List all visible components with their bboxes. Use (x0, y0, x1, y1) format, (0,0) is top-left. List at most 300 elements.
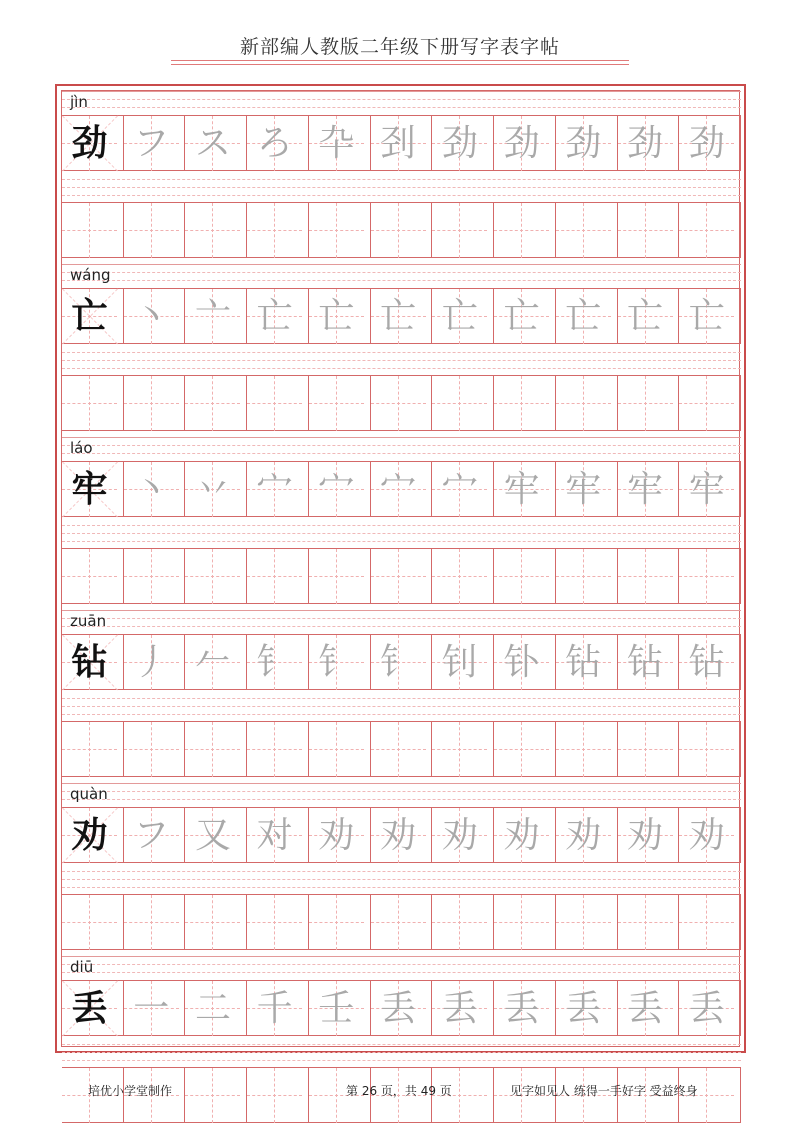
page-title: 新部编人教版二年级下册写字表字帖 (239, 36, 560, 58)
tianzige-cell[interactable] (371, 202, 433, 258)
cell-guide-line (494, 576, 549, 577)
tianzige-cell[interactable] (247, 721, 309, 777)
blank-practice-row (62, 1067, 741, 1132)
stroke-step-character: 劲 (503, 122, 540, 164)
tianzige-cell[interactable] (62, 115, 124, 171)
spacer-guide-row (62, 171, 741, 195)
pinyin-guide-line (62, 618, 741, 619)
tianzige-cell[interactable] (185, 115, 247, 171)
title-rule-bottom (171, 64, 629, 65)
tianzige-cell[interactable] (309, 288, 371, 344)
footer-maker: 培优小学堂制作 (88, 1084, 173, 1098)
cell-guide-line (62, 576, 117, 577)
tianzige-cell[interactable] (432, 288, 494, 344)
tianzige-cell[interactable] (124, 721, 186, 777)
spacer-guide-row (62, 863, 741, 887)
pinyin-guide-line (62, 107, 741, 108)
pinyin-guide-line (62, 264, 741, 265)
tianzige-cell[interactable] (494, 980, 556, 1036)
stroke-step-character: 牢 (688, 468, 725, 510)
pinyin-label: diū (70, 958, 94, 976)
tianzige-cell[interactable] (494, 548, 556, 604)
cell-guide-line (62, 922, 117, 923)
cell-guide-line (556, 922, 611, 923)
tianzige-cell[interactable] (309, 548, 371, 604)
spacer-guide-line (62, 179, 741, 180)
stroke-step-character: 钅 (256, 641, 293, 683)
tianzige-cell[interactable] (432, 721, 494, 777)
tianzige-cell[interactable] (679, 980, 741, 1036)
cell-guide-line (679, 403, 734, 404)
stroke-step-character: 丢 (380, 987, 417, 1029)
stroke-step-character: 钅 (318, 641, 355, 683)
spacer-guide-line (62, 706, 741, 707)
tianzige-cell[interactable] (679, 894, 741, 950)
tianzige-cell[interactable] (371, 461, 433, 517)
tianzige-cell[interactable] (679, 375, 741, 431)
model-character: 丢 (71, 987, 108, 1029)
stroke-step-character: 钻 (688, 641, 725, 683)
tianzige-cell[interactable] (618, 375, 680, 431)
tianzige-cell[interactable] (185, 548, 247, 604)
spacer-guide-line (62, 887, 741, 888)
tianzige-cell[interactable] (62, 634, 124, 690)
tianzige-cell[interactable] (556, 461, 618, 517)
tianzige-cell[interactable] (309, 375, 371, 431)
stroke-step-character: フ (133, 122, 170, 164)
tianzige-cell[interactable] (371, 288, 433, 344)
spacer-guide-line (62, 879, 741, 880)
tianzige-cell[interactable] (432, 894, 494, 950)
stroke-step-character: 宀 (256, 468, 293, 510)
cell-guide-line (494, 922, 549, 923)
spacer-guide-line (62, 187, 741, 188)
footer-motto: 见字如见人 练得一手好字 受益终身 (510, 1084, 698, 1098)
tianzige-cell[interactable] (124, 288, 186, 344)
tianzige-cell[interactable] (432, 807, 494, 863)
spacer-guide-line (62, 195, 741, 196)
stroke-step-character: 𠂉 (194, 641, 231, 683)
practice-sheet (55, 84, 746, 1053)
tianzige-cell[interactable] (432, 548, 494, 604)
tianzige-cell[interactable] (494, 634, 556, 690)
pinyin-guide-line (62, 783, 741, 784)
stroke-step-character: 一 (133, 987, 170, 1029)
tianzige-cell[interactable] (556, 548, 618, 604)
tianzige-cell[interactable] (371, 115, 433, 171)
cell-guide-line (371, 922, 426, 923)
pinyin-guide-line (62, 799, 741, 800)
tianzige-cell[interactable] (185, 202, 247, 258)
tianzige-cell[interactable] (679, 202, 741, 258)
pinyin-row (62, 956, 741, 980)
pinyin-label: wáng (70, 266, 111, 284)
stroke-step-character: 对 (256, 814, 293, 856)
spacer-guide-line (62, 871, 741, 872)
spacer-guide-line (62, 352, 741, 353)
spacer-guide-line (62, 541, 741, 542)
cell-guide-line (124, 922, 179, 923)
pinyin-guide-line (62, 626, 741, 627)
cell-guide-line (62, 403, 117, 404)
pinyin-guide-line (62, 437, 741, 438)
tianzige-cell[interactable] (247, 807, 309, 863)
stroke-step-character: 丢 (688, 987, 725, 1029)
stroke-step-character: 亡 (627, 295, 664, 337)
tianzige-cell[interactable] (124, 807, 186, 863)
stroke-step-character: 卆 (318, 122, 355, 164)
stroke-step-character: 宀 (380, 468, 417, 510)
tianzige-cell[interactable] (556, 894, 618, 950)
tianzige-cell[interactable] (185, 1067, 247, 1123)
tianzige-cell[interactable] (618, 894, 680, 950)
pinyin-guide-line (62, 99, 741, 100)
cell-guide-line (618, 230, 673, 231)
tianzige-cell[interactable] (494, 288, 556, 344)
stroke-step-character: 劝 (441, 814, 478, 856)
stroke-step-character: ろ (256, 122, 293, 164)
cell-guide-line (494, 403, 549, 404)
tianzige-cell[interactable] (494, 375, 556, 431)
cell-guide-line (185, 230, 240, 231)
stroke-step-character: 劝 (380, 814, 417, 856)
cell-guide-line (371, 749, 426, 750)
tianzige-cell[interactable] (432, 980, 494, 1036)
pinyin-guide-line (62, 791, 741, 792)
cell-guide-line (185, 1095, 240, 1096)
cell-guide-line (371, 230, 426, 231)
cell-guide-line (62, 230, 117, 231)
tianzige-cell[interactable] (309, 115, 371, 171)
cell-guide-line (432, 576, 487, 577)
pinyin-guide-line (62, 964, 741, 965)
tianzige-cell[interactable] (371, 980, 433, 1036)
tianzige-cell[interactable] (618, 634, 680, 690)
tianzige-cell[interactable] (309, 461, 371, 517)
tianzige-cell[interactable] (62, 980, 124, 1036)
practice-grid (61, 90, 740, 1047)
tianzige-cell[interactable] (185, 894, 247, 950)
cell-guide-line (309, 749, 364, 750)
pinyin-guide-line (62, 972, 741, 973)
tianzige-cell[interactable] (309, 202, 371, 258)
tianzige-cell[interactable] (679, 721, 741, 777)
tianzige-cell[interactable] (371, 375, 433, 431)
tianzige-cell[interactable] (124, 461, 186, 517)
cell-guide-line (247, 576, 302, 577)
tianzige-cell[interactable] (62, 548, 124, 604)
tianzige-cell[interactable] (679, 807, 741, 863)
character-block (62, 437, 741, 610)
tianzige-cell[interactable] (185, 980, 247, 1036)
stroke-step-character: 二 (194, 987, 231, 1029)
pinyin-guide-line (62, 272, 741, 273)
model-character: 钻 (71, 641, 108, 683)
cell-guide-line (432, 230, 487, 231)
cell-guide-line (618, 576, 673, 577)
character-block (62, 783, 741, 956)
stroke-step-character: 亡 (256, 295, 293, 337)
tianzige-cell[interactable] (62, 894, 124, 950)
model-character: 劲 (71, 122, 108, 164)
stroke-step-character: ス (194, 122, 231, 164)
stroke-step-character: 劝 (627, 814, 664, 856)
cell-guide-line (432, 922, 487, 923)
tianzige-cell[interactable] (618, 807, 680, 863)
model-character: 亡 (71, 295, 108, 337)
stroke-step-character: 劝 (318, 814, 355, 856)
tianzige-cell[interactable] (371, 807, 433, 863)
tianzige-cell[interactable] (185, 288, 247, 344)
cell-guide-line (185, 576, 240, 577)
model-character: 牢 (71, 468, 108, 510)
tianzige-cell[interactable] (618, 202, 680, 258)
tianzige-cell[interactable] (494, 894, 556, 950)
stroke-step-character: 亡 (565, 295, 602, 337)
tianzige-cell[interactable] (371, 548, 433, 604)
tianzige-cell[interactable] (432, 375, 494, 431)
cell-guide-line (679, 749, 734, 750)
tianzige-cell[interactable] (494, 461, 556, 517)
stroke-step-character: 刭 (380, 122, 417, 164)
cell-guide-line (185, 922, 240, 923)
cell-guide-line (432, 749, 487, 750)
cell-guide-line (309, 403, 364, 404)
tianzige-cell[interactable] (494, 807, 556, 863)
pinyin-row (62, 264, 741, 288)
tianzige-cell[interactable] (618, 980, 680, 1036)
tianzige-cell[interactable] (679, 634, 741, 690)
pinyin-guide-line (62, 610, 741, 611)
cell-guide-line (62, 749, 117, 750)
character-block (62, 264, 741, 437)
pinyin-guide-line (62, 280, 741, 281)
tianzige-cell[interactable] (432, 115, 494, 171)
spacer-guide-row (62, 344, 741, 368)
tianzige-cell[interactable] (556, 634, 618, 690)
cell-guide-line (247, 749, 302, 750)
tianzige-cell[interactable] (185, 721, 247, 777)
tianzige-cell[interactable] (124, 115, 186, 171)
stroke-step-character: 钊 (441, 641, 478, 683)
character-block (62, 610, 741, 783)
stroke-step-character: 劝 (503, 814, 540, 856)
tianzige-cell[interactable] (556, 202, 618, 258)
tianzige-cell[interactable] (247, 115, 309, 171)
stroke-step-character: 劝 (688, 814, 725, 856)
cell-guide-line (124, 576, 179, 577)
stroke-step-character: 劲 (565, 122, 602, 164)
tianzige-cell[interactable] (247, 288, 309, 344)
model-character: 劝 (71, 814, 108, 856)
tianzige-cell[interactable] (247, 894, 309, 950)
stroke-step-character: 丷 (194, 468, 231, 510)
tianzige-cell[interactable] (556, 288, 618, 344)
tianzige-cell[interactable] (309, 634, 371, 690)
pinyin-label: quàn (70, 785, 108, 803)
spacer-guide-line (62, 714, 741, 715)
stroke-step-character: 宀 (441, 468, 478, 510)
tianzige-cell[interactable] (62, 288, 124, 344)
cell-guide-line (679, 922, 734, 923)
tianzige-cell[interactable] (124, 634, 186, 690)
tianzige-cell[interactable] (309, 980, 371, 1036)
character-block (62, 956, 741, 1129)
tianzige-cell[interactable] (679, 288, 741, 344)
cell-guide-line (432, 403, 487, 404)
pinyin-guide-line (62, 956, 741, 957)
stroke-step-character: 劝 (565, 814, 602, 856)
tianzige-cell[interactable] (618, 288, 680, 344)
tianzige-cell[interactable] (185, 807, 247, 863)
stroke-step-character: フ (133, 814, 170, 856)
pinyin-label: láo (70, 439, 93, 457)
tianzige-cell[interactable] (556, 721, 618, 777)
stroke-step-character: 亡 (318, 295, 355, 337)
spacer-guide-row (62, 517, 741, 541)
pinyin-row (62, 783, 741, 807)
tianzige-cell[interactable] (556, 807, 618, 863)
cell-guide-line (556, 749, 611, 750)
tianzige-cell[interactable] (494, 115, 556, 171)
cell-guide-line (494, 749, 549, 750)
tianzige-cell[interactable] (432, 202, 494, 258)
tianzige-cell[interactable] (618, 721, 680, 777)
stroke-step-character: 牢 (627, 468, 664, 510)
tianzige-cell[interactable] (618, 115, 680, 171)
tianzige-cell[interactable] (309, 721, 371, 777)
stroke-step-character: 亡 (503, 295, 540, 337)
stroke-step-character: 亠 (194, 295, 231, 337)
tianzige-cell[interactable] (185, 461, 247, 517)
tianzige-cell[interactable] (618, 461, 680, 517)
pinyin-row (62, 91, 741, 115)
stroke-step-character: 丶 (133, 295, 170, 337)
pinyin-row (62, 610, 741, 634)
spacer-guide-line (62, 533, 741, 534)
tianzige-cell[interactable] (62, 202, 124, 258)
pinyin-guide-line (62, 453, 741, 454)
stroke-step-character: 牢 (503, 468, 540, 510)
spacer-guide-line (62, 1044, 741, 1045)
cell-guide-line (679, 576, 734, 577)
tianzige-cell[interactable] (62, 807, 124, 863)
spacer-guide-row (62, 1036, 741, 1060)
tianzige-cell[interactable] (124, 202, 186, 258)
cell-guide-line (247, 1095, 302, 1096)
stroke-step-character: 牢 (565, 468, 602, 510)
tianzige-cell[interactable] (247, 548, 309, 604)
pinyin-guide-line (62, 445, 741, 446)
tianzige-cell[interactable] (679, 115, 741, 171)
tianzige-cell[interactable] (185, 634, 247, 690)
cell-guide-line (556, 230, 611, 231)
tianzige-cell[interactable] (309, 894, 371, 950)
tianzige-cell[interactable] (124, 980, 186, 1036)
tianzige-cell[interactable] (124, 375, 186, 431)
tianzige-cell[interactable] (679, 548, 741, 604)
spacer-guide-row (62, 690, 741, 714)
tianzige-cell[interactable] (62, 461, 124, 517)
tianzige-cell[interactable] (618, 548, 680, 604)
spacer-guide-line (62, 1060, 741, 1061)
stroke-step-character: 丢 (565, 987, 602, 1029)
cell-guide-line (618, 403, 673, 404)
stroke-step-character: 钋 (503, 641, 540, 683)
tianzige-cell[interactable] (371, 721, 433, 777)
tianzige-cell[interactable] (124, 548, 186, 604)
tianzige-cell[interactable] (247, 634, 309, 690)
tianzige-cell[interactable] (124, 894, 186, 950)
tianzige-cell[interactable] (371, 634, 433, 690)
cell-guide-line (556, 576, 611, 577)
cell-guide-line (371, 403, 426, 404)
tianzige-cell[interactable] (185, 375, 247, 431)
spacer-guide-line (62, 360, 741, 361)
cell-guide-line (494, 230, 549, 231)
tianzige-cell[interactable] (62, 721, 124, 777)
cell-guide-line (247, 403, 302, 404)
cell-guide-line (247, 230, 302, 231)
cell-guide-line (309, 230, 364, 231)
tianzige-cell[interactable] (556, 375, 618, 431)
cell-guide-line (679, 230, 734, 231)
tianzige-cell[interactable] (432, 634, 494, 690)
tianzige-cell[interactable] (247, 202, 309, 258)
pinyin-label: zuān (70, 612, 107, 630)
footer-page-number: 第 26 页，共 49 页 (346, 1084, 452, 1098)
tianzige-cell[interactable] (371, 894, 433, 950)
cell-guide-line (309, 922, 364, 923)
cell-guide-line (371, 576, 426, 577)
stroke-step-character: 钻 (627, 641, 664, 683)
pinyin-label: jìn (70, 93, 88, 111)
tianzige-cell[interactable] (556, 980, 618, 1036)
stroke-step-character: 丶 (133, 468, 170, 510)
tianzige-cell[interactable] (494, 721, 556, 777)
cell-guide-line (618, 749, 673, 750)
tianzige-cell[interactable] (62, 375, 124, 431)
tianzige-cell[interactable] (432, 461, 494, 517)
stroke-step-character: 丢 (503, 987, 540, 1029)
stroke-step-character: 壬 (318, 987, 355, 1029)
tianzige-cell[interactable] (247, 1067, 309, 1123)
spacer-guide-line (62, 1052, 741, 1053)
stroke-step-character: 又 (194, 814, 231, 856)
cell-guide-line (309, 576, 364, 577)
spacer-guide-line (62, 368, 741, 369)
tianzige-cell[interactable] (556, 115, 618, 171)
stroke-step-character: 钅 (380, 641, 417, 683)
tianzige-cell[interactable] (494, 202, 556, 258)
tianzige-cell[interactable] (247, 375, 309, 431)
tianzige-cell[interactable] (309, 807, 371, 863)
stroke-step-character: 劲 (688, 122, 725, 164)
pinyin-guide-line (62, 91, 741, 92)
cell-guide-line (247, 922, 302, 923)
stroke-step-character: 亡 (380, 295, 417, 337)
title-rule-top (171, 60, 629, 61)
cell-guide-line (124, 230, 179, 231)
stroke-step-character: 劲 (627, 122, 664, 164)
tianzige-cell[interactable] (247, 980, 309, 1036)
cell-guide-line (556, 403, 611, 404)
stroke-step-character: 亡 (688, 295, 725, 337)
cell-guide-line (185, 749, 240, 750)
cell-guide-line (124, 749, 179, 750)
tianzige-cell[interactable] (247, 461, 309, 517)
tianzige-cell[interactable] (679, 461, 741, 517)
